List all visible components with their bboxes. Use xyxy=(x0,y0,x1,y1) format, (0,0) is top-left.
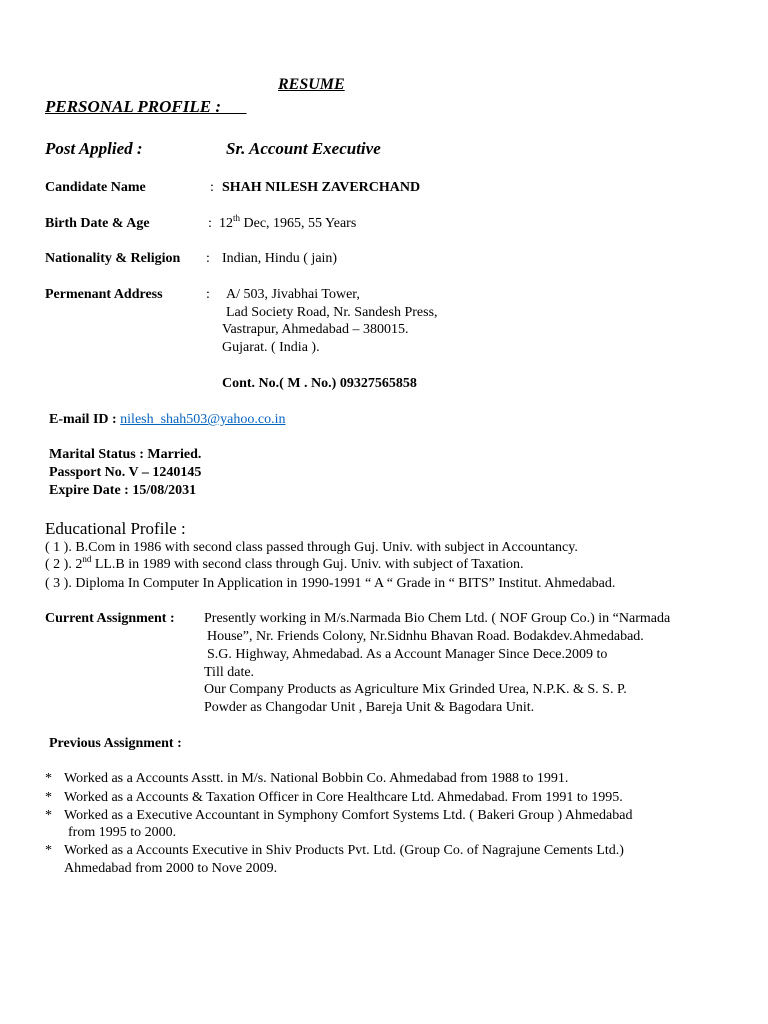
post-applied-label: Post Applied : xyxy=(45,139,143,158)
contact-number: Cont. No.( M . No.) 09327565858 xyxy=(222,376,417,391)
previous-assignment-item: Worked as a Executive Accountant in Symphony Comfort Systems Ltd. ( Bakeri Group ) Ahmedabad xyxy=(64,808,633,823)
nationality-value: Indian, Hindu ( jain) xyxy=(222,251,338,266)
nationality-sep: : xyxy=(206,251,210,266)
previous-assignment-item: Worked as a Accounts Executive in Shiv Products Pvt. Ltd. (Group Co. of Nagrajune Cements Ltd.) xyxy=(64,843,624,858)
nationality-label: Nationality & Religion xyxy=(45,251,181,266)
previous-assignment-item: Worked as a Accounts Asstt. in M/s. National Bobbin Co. Ahmedabad from 1988 to 1991. xyxy=(64,771,569,786)
birth-date-sep: : xyxy=(208,216,212,231)
passport-number: Passport No. V – 1240145 xyxy=(49,465,202,480)
current-assignment-line: Till date. xyxy=(204,665,255,680)
resume-title: RESUME xyxy=(278,76,345,93)
birth-date-label: Birth Date & Age xyxy=(45,216,150,231)
email-link[interactable]: nilesh_shah503@yahoo.co.in xyxy=(120,412,286,427)
previous-assignment-item: Worked as a Accounts & Taxation Officer in Core Healthcare Ltd. Ahmedabad. From 1991 to 1995. xyxy=(64,790,623,805)
bullet-icon: * xyxy=(45,808,52,823)
birth-date-value: 12th Dec, 1965, 55 Years xyxy=(219,213,357,231)
bullet-icon: * xyxy=(45,790,52,805)
address-line-2: Lad Society Road, Nr. Sandesh Press, xyxy=(226,305,438,320)
previous-assignment-item-cont: Ahmedabad from 2000 to Nove 2009. xyxy=(64,861,278,876)
passport-expire-date: Expire Date : 15/08/2031 xyxy=(49,483,197,498)
current-assignment-line: S.G. Highway, Ahmedabad. As a Account Manager Since Dece.2009 to xyxy=(207,647,608,662)
current-assignment-line: Powder as Changodar Unit , Bareja Unit & Bagodara Unit. xyxy=(204,700,535,715)
bullet-icon: * xyxy=(45,843,52,858)
candidate-name-sep: : xyxy=(210,180,214,195)
post-applied-value: Sr. Account Executive xyxy=(226,139,381,158)
current-assignment-line: Presently working in M/s.Narmada Bio Chem Ltd. ( NOF Group Co.) in “Narmada xyxy=(204,611,671,626)
marital-status: Marital Status : Married. xyxy=(49,447,202,462)
candidate-name-value: SHAH NILESH ZAVERCHAND xyxy=(222,180,421,195)
previous-assignment-item-cont: from 1995 to 2000. xyxy=(68,825,177,840)
education-item: ( 3 ). Diploma In Computer In Application in 1990-1991 “ A “ Grade in “ BITS” Institut. Ahmedabad. xyxy=(45,576,616,591)
current-assignment-label: Current Assignment : xyxy=(45,611,175,626)
address-label: Permenant Address xyxy=(45,287,163,302)
previous-assignment-heading: Previous Assignment : xyxy=(49,736,182,751)
address-line-1: A/ 503, Jivabhai Tower, xyxy=(226,287,360,302)
bullet-icon: * xyxy=(45,771,52,786)
address-line-3: Vastrapur, Ahmedabad – 380015. xyxy=(222,322,409,337)
education-item: ( 2 ). 2nd LL.B in 1989 with second class through Guj. Univ. with subject of Taxation. xyxy=(45,554,524,572)
email-row xyxy=(49,412,286,428)
education-item: ( 1 ). B.Com in 1986 with second class passed through Guj. Univ. with subject in Accountancy. xyxy=(45,540,578,555)
current-assignment-line: House”, Nr. Friends Colony, Nr.Sidnhu Bhavan Road. Bodakdev.Ahmedabad. xyxy=(207,629,644,644)
email-label: E-mail ID : xyxy=(49,412,117,427)
current-assignment-line: Our Company Products as Agriculture Mix Grinded Urea, N.P.K. & S. S. P. xyxy=(204,682,627,697)
candidate-name-label: Candidate Name xyxy=(45,180,146,195)
education-heading: Educational Profile : xyxy=(45,519,186,538)
address-line-4: Gujarat. ( India ). xyxy=(222,340,320,355)
personal-profile-heading: PERSONAL PROFILE : xyxy=(45,97,222,116)
address-sep: : xyxy=(206,287,210,302)
